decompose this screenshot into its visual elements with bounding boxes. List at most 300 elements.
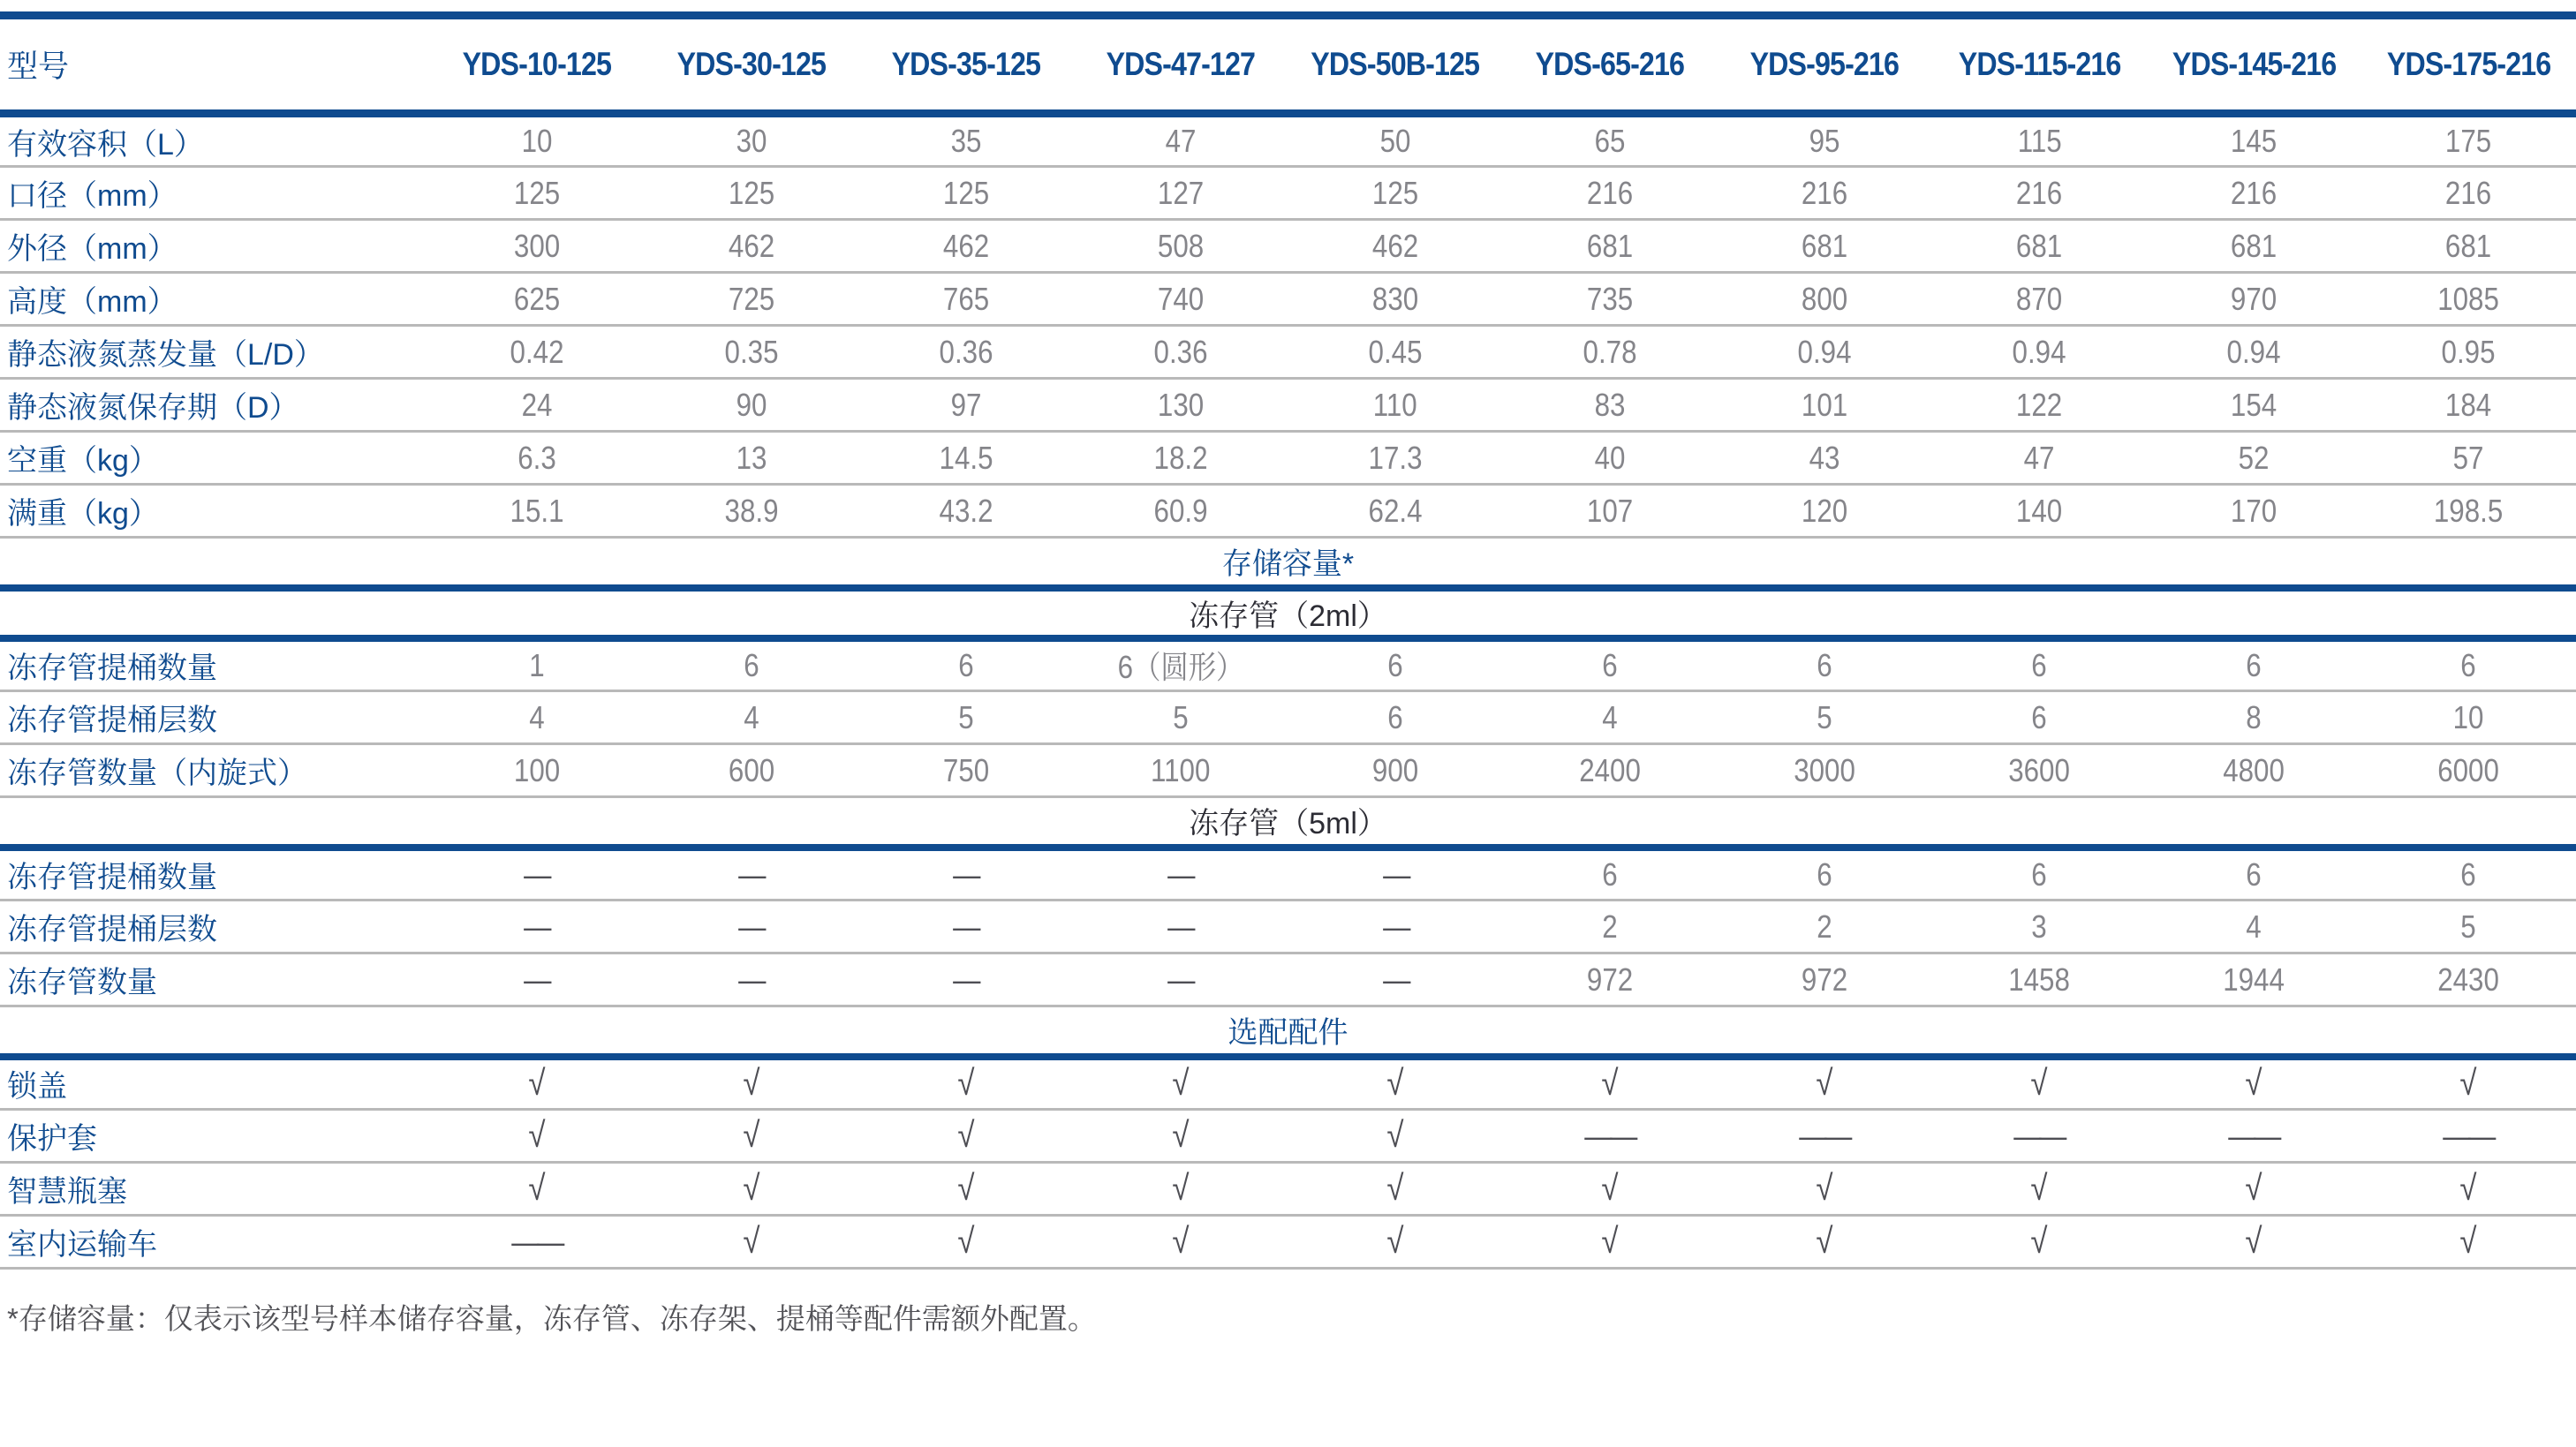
spec-value: 1100 (1151, 751, 1211, 788)
spec-value: 43.2 (939, 492, 993, 529)
not-available-dash: —— (2228, 1117, 2280, 1154)
table-row (0, 114, 2576, 167)
row-label: 冻存管提桶数量 (7, 861, 217, 895)
spec-cell (429, 114, 644, 167)
row-label: 智慧瓶塞 (7, 1175, 127, 1209)
table-row (0, 744, 2576, 797)
spec-cell (2147, 1163, 2361, 1216)
spec-cell (2147, 744, 2361, 797)
spec-cell (1288, 953, 1502, 1006)
check-mark: √ (2245, 1169, 2262, 1208)
spec-value: 870 (2016, 280, 2063, 317)
check-mark: √ (2030, 1222, 2048, 1261)
spec-cell (1288, 485, 1502, 538)
spec-value: 6 (1817, 646, 1832, 683)
spec-value: 145 (2231, 123, 2278, 159)
spec-value: 735 (1586, 280, 1634, 317)
spec-value: 972 (1802, 961, 1848, 998)
header-row (0, 16, 2576, 114)
spec-cell (2361, 691, 2576, 744)
spec-value: 800 (1802, 280, 1848, 317)
spec-cell (1288, 273, 1502, 326)
spec-value: 101 (1802, 386, 1848, 423)
spec-cell (2361, 1110, 2576, 1163)
model-header (1718, 16, 1932, 114)
check-mark: √ (2459, 1169, 2477, 1208)
table-row (0, 848, 2576, 901)
row-label: 空重（kg） (7, 444, 159, 478)
spec-cell (644, 220, 858, 273)
check-mark: √ (1386, 1064, 1404, 1104)
spec-value: 6 (2460, 855, 2477, 893)
spec-cell (858, 432, 1073, 485)
spec-value: 60.9 (1153, 492, 1208, 529)
spec-cell (1718, 744, 1932, 797)
model-header (644, 16, 858, 114)
table-row (0, 273, 2576, 326)
spec-value: 0.36 (1153, 333, 1208, 370)
spec-value: 5 (1173, 698, 1189, 735)
spec-value: 681 (2445, 227, 2492, 264)
spec-cell (1932, 432, 2147, 485)
spec-cell (1503, 1216, 1718, 1269)
check-mark: √ (743, 1116, 760, 1155)
spec-cell (644, 953, 858, 1006)
check-mark: √ (743, 1222, 760, 1261)
spec-cell (644, 379, 858, 432)
spec-cell (1503, 1163, 1718, 1216)
spec-value: 765 (942, 280, 989, 317)
model-name: YDS-30-125 (676, 46, 826, 82)
not-available-dash: — (738, 961, 765, 998)
not-available-dash: — (1382, 961, 1409, 998)
spec-cell (1718, 638, 1932, 691)
spec-value: 1 (528, 646, 545, 683)
model-header (2147, 16, 2361, 114)
model-header (429, 16, 644, 114)
spec-cell (2361, 744, 2576, 797)
not-available-dash: — (953, 961, 979, 998)
spec-value: 38.9 (724, 492, 779, 529)
spec-cell (1288, 1057, 1502, 1110)
spec-cell (2361, 1163, 2576, 1216)
spec-cell (1503, 638, 1718, 691)
spec-value: 170 (2231, 492, 2278, 529)
spec-cell (2361, 220, 2576, 273)
section-title-row (0, 588, 2576, 638)
spec-value: 3 (2031, 908, 2047, 945)
spec-cell (2361, 1216, 2576, 1269)
spec-value: 115 (2017, 123, 2062, 159)
spec-cell (1718, 1057, 1932, 1110)
spec-cell (1073, 1057, 1288, 1110)
section-title-row (0, 797, 2576, 848)
spec-cell (858, 220, 1073, 273)
spec-cell (1503, 114, 1718, 167)
model-name: YDS-115-216 (1958, 46, 2121, 82)
spec-cell (2361, 114, 2576, 167)
spec-value: 625 (513, 280, 560, 317)
spec-cell (1073, 326, 1288, 379)
check-mark: √ (957, 1222, 975, 1261)
spec-value: 1458 (2008, 961, 2071, 998)
spec-value: 2 (1602, 908, 1618, 945)
spec-value: 0.42 (510, 333, 564, 370)
spec-cell (1718, 432, 1932, 485)
check-mark: √ (528, 1169, 546, 1208)
spec-cell (1288, 114, 1502, 167)
spec-cell (644, 848, 858, 901)
spec-value: 6000 (2437, 751, 2500, 788)
model-name: YDS-35-125 (891, 46, 1041, 82)
spec-value: 6 (2460, 646, 2477, 683)
spec-cell (429, 1057, 644, 1110)
table-row (0, 432, 2576, 485)
row-label: 静态液氮保存期（D） (7, 391, 299, 425)
check-mark: √ (957, 1064, 975, 1104)
spec-cell (429, 1163, 644, 1216)
spec-cell (429, 379, 644, 432)
spec-value: 0.94 (2012, 333, 2066, 370)
not-available-dash: —— (510, 1223, 563, 1260)
spec-value: 57 (2453, 439, 2484, 476)
spec-value: 2 (1817, 908, 1832, 945)
spec-cell (2147, 114, 2361, 167)
spec-value: 900 (1371, 751, 1419, 788)
spec-cell (1288, 167, 1502, 220)
model-header (1288, 16, 1502, 114)
check-mark: √ (2459, 1222, 2477, 1261)
spec-cell (1073, 1216, 1288, 1269)
spec-cell (429, 273, 644, 326)
row-label: 冻存管数量 (7, 966, 157, 999)
spec-cell (858, 691, 1073, 744)
spec-cell (429, 848, 644, 901)
spec-cell (1932, 220, 2147, 273)
spec-cell (1503, 1057, 1718, 1110)
model-name: YDS-175-216 (2386, 46, 2551, 82)
spec-cell (858, 326, 1073, 379)
spec-cell (1718, 1110, 1932, 1163)
spec-cell (2361, 273, 2576, 326)
spec-value: 122 (2016, 386, 2063, 423)
spec-value: 24 (521, 386, 553, 423)
spec-cell (644, 638, 858, 691)
spec-value: 0.35 (724, 333, 779, 370)
spec-cell (2147, 1110, 2361, 1163)
spec-cell (1932, 273, 2147, 326)
check-mark: √ (743, 1169, 760, 1208)
spec-cell (1503, 1110, 1718, 1163)
table-row (0, 485, 2576, 538)
spec-cell (2361, 432, 2576, 485)
not-available-dash: — (524, 961, 550, 998)
spec-value: 970 (2231, 280, 2278, 317)
spec-value: 6 (2031, 698, 2047, 735)
model-header (858, 16, 1073, 114)
spec-value: 972 (1586, 961, 1634, 998)
check-mark: √ (1816, 1064, 1833, 1104)
spec-value: 8 (2246, 698, 2262, 735)
spec-cell (1932, 114, 2147, 167)
spec-cell (1718, 1216, 1932, 1269)
row-label: 冻存管提桶层数 (7, 913, 217, 946)
spec-cell (2361, 848, 2576, 901)
spec-cell (1288, 1216, 1502, 1269)
spec-value: 110 (1373, 386, 1417, 423)
spec-value: 6 (1387, 646, 1403, 683)
check-mark: √ (1172, 1064, 1190, 1104)
spec-cell (1932, 744, 2147, 797)
check-mark: √ (528, 1064, 546, 1104)
section-title: 冻存管（2ml） (1189, 599, 1387, 633)
spec-value: 50 (1379, 123, 1411, 159)
spec-cell (2147, 220, 2361, 273)
spec-cell (858, 1110, 1073, 1163)
spec-cell (429, 220, 644, 273)
spec-value: 6 (1387, 698, 1403, 735)
table-row (0, 901, 2576, 953)
spec-value: 97 (950, 386, 982, 423)
spec-value: 508 (1157, 227, 1205, 264)
spec-value: 125 (728, 174, 774, 211)
spec-value: 43 (1809, 439, 1840, 476)
spec-value: 0.94 (2226, 333, 2281, 370)
spec-cell (429, 901, 644, 953)
spec-cell (644, 1057, 858, 1110)
model-header (1073, 16, 1288, 114)
spec-cell (1718, 326, 1932, 379)
not-available-dash: — (524, 855, 550, 893)
spec-value: 216 (2016, 174, 2063, 211)
spec-cell (1932, 691, 2147, 744)
footnote: *存储容量：仅表示该型号样本储存容量，冻存管、冻存架、提桶等配件需额外配置。 (7, 1302, 1097, 1335)
spec-value: 4 (744, 698, 759, 735)
spec-cell (1073, 1110, 1288, 1163)
spec-value: 40 (1594, 439, 1626, 476)
spec-cell (429, 1216, 644, 1269)
spec-value: 4800 (2223, 751, 2285, 788)
not-available-dash: —— (1584, 1117, 1635, 1154)
spec-value: 125 (513, 174, 560, 211)
section-title: 存储容量* (1221, 547, 1355, 582)
row-label: 外径（mm） (7, 232, 178, 266)
spec-value: 4 (528, 698, 545, 735)
not-available-dash: —— (2443, 1117, 2495, 1154)
check-mark: √ (1816, 1222, 1833, 1261)
spec-cell (1932, 485, 2147, 538)
spec-cell (1932, 326, 2147, 379)
spec-cell (858, 953, 1073, 1006)
check-mark: √ (1172, 1116, 1190, 1155)
not-available-dash: — (1382, 855, 1409, 893)
spec-cell (1932, 1110, 2147, 1163)
model-header (2361, 16, 2576, 114)
spec-cell (1503, 953, 1718, 1006)
spec-cell (1073, 953, 1288, 1006)
spec-cell (858, 848, 1073, 901)
table-row (0, 1110, 2576, 1163)
spec-cell (2361, 485, 2576, 538)
spec-cell (2147, 379, 2361, 432)
spec-value: 6 (958, 646, 974, 683)
spec-cell (1073, 379, 1288, 432)
row-label: 室内运输车 (7, 1228, 157, 1262)
spec-cell (644, 1110, 858, 1163)
spec-value: 681 (2016, 227, 2063, 264)
check-mark: √ (1601, 1222, 1619, 1261)
row-label: 高度（mm） (7, 285, 178, 319)
table-row (0, 220, 2576, 273)
spec-cell (1503, 220, 1718, 273)
not-available-dash: — (953, 908, 979, 945)
spec-cell (1073, 114, 1288, 167)
spec-cell (1288, 1163, 1502, 1216)
section-title: 选配配件 (1228, 1016, 1348, 1051)
spec-cell (1718, 220, 1932, 273)
spec-cell (2361, 638, 2576, 691)
spec-cell (429, 1110, 644, 1163)
section-title-row (0, 1006, 2576, 1057)
spec-value: 6 (744, 646, 759, 683)
spec-cell (1073, 273, 1288, 326)
spec-value: 35 (950, 123, 982, 159)
spec-value: 0.45 (1368, 333, 1423, 370)
spec-cell (1503, 485, 1718, 538)
spec-cell (858, 1163, 1073, 1216)
spec-value: 52 (2238, 439, 2270, 476)
spec-table-body (0, 16, 2576, 1269)
spec-cell (1288, 848, 1502, 901)
not-available-dash: —— (1799, 1117, 1850, 1154)
spec-cell (429, 638, 644, 691)
table-row (0, 1057, 2576, 1110)
check-mark: √ (1386, 1169, 1404, 1208)
spec-value: 17.3 (1368, 439, 1423, 476)
spec-value: 13 (736, 439, 767, 476)
spec-cell (644, 744, 858, 797)
spec-cell (1932, 848, 2147, 901)
model-column-label: 型号 (7, 49, 70, 84)
check-mark: √ (1386, 1222, 1404, 1261)
spec-value: 600 (728, 751, 774, 788)
spec-value: 6 (1817, 855, 1832, 893)
spec-value: 725 (728, 280, 774, 317)
check-mark: √ (1172, 1222, 1190, 1261)
spec-cell (644, 114, 858, 167)
spec-cell (1718, 379, 1932, 432)
section-title-row (0, 538, 2576, 588)
row-label: 满重（kg） (7, 497, 159, 531)
model-name: YDS-10-125 (462, 46, 611, 82)
table-row (0, 638, 2576, 691)
spec-cell (1288, 379, 1502, 432)
spec-value: 6 (2031, 855, 2047, 893)
spec-cell (1073, 167, 1288, 220)
spec-value: 3600 (2008, 751, 2071, 788)
spec-value: 100 (513, 751, 560, 788)
spec-value: 30 (736, 123, 767, 159)
spec-cell (2361, 901, 2576, 953)
row-label: 保护套 (7, 1122, 97, 1156)
table-row (0, 1163, 2576, 1216)
spec-cell (2361, 1057, 2576, 1110)
spec-cell (1288, 326, 1502, 379)
spec-value: 10 (521, 123, 553, 159)
spec-cell (644, 691, 858, 744)
spec-value: 1085 (2437, 280, 2500, 317)
spec-value: 6 (2246, 855, 2262, 893)
check-mark: √ (2459, 1064, 2477, 1104)
row-label: 静态液氮蒸发量（L/D） (7, 338, 324, 372)
spec-cell (858, 744, 1073, 797)
check-mark: √ (1816, 1169, 1833, 1208)
spec-cell (1073, 485, 1288, 538)
table-row (0, 691, 2576, 744)
spec-value: 65 (1594, 123, 1626, 159)
spec-cell (858, 485, 1073, 538)
spec-cell (1718, 848, 1932, 901)
table-row (0, 1216, 2576, 1269)
spec-cell (1503, 432, 1718, 485)
spec-cell (1503, 167, 1718, 220)
spec-value: 10 (2453, 698, 2484, 735)
spec-cell (858, 379, 1073, 432)
not-available-dash: — (738, 908, 765, 945)
spec-cell (1073, 691, 1288, 744)
spec-cell (1718, 901, 1932, 953)
not-available-dash: — (738, 855, 765, 893)
spec-cell (2147, 326, 2361, 379)
row-label: 锁盖 (7, 1070, 67, 1104)
spec-cell (2147, 273, 2361, 326)
spec-cell (1288, 638, 1502, 691)
spec-cell (429, 326, 644, 379)
spec-cell (1073, 901, 1288, 953)
spec-value: 4 (2246, 908, 2262, 945)
spec-cell (1932, 1057, 2147, 1110)
spec-value: 184 (2445, 386, 2492, 423)
spec-cell (2147, 638, 2361, 691)
spec-cell (1932, 379, 2147, 432)
table-row (0, 326, 2576, 379)
not-available-dash: — (1167, 961, 1194, 998)
spec-value: 681 (1802, 227, 1848, 264)
table-row (0, 379, 2576, 432)
spec-cell (644, 167, 858, 220)
spec-value: 154 (2231, 386, 2278, 423)
spec-cell (1288, 1110, 1502, 1163)
spec-cell (858, 901, 1073, 953)
spec-cell (2147, 1057, 2361, 1110)
spec-value: 5 (958, 698, 974, 735)
table-row (0, 953, 2576, 1006)
spec-cell (1718, 114, 1932, 167)
spec-cell (1503, 901, 1718, 953)
spec-value: 6 (1602, 646, 1618, 683)
model-name: YDS-145-216 (2172, 46, 2337, 82)
spec-value: 5 (1817, 698, 1832, 735)
spec-cell (1503, 691, 1718, 744)
spec-cell (644, 1163, 858, 1216)
spec-table (0, 11, 2576, 1270)
spec-cell (2147, 848, 2361, 901)
spec-cell (858, 638, 1073, 691)
spec-cell (644, 432, 858, 485)
check-mark: √ (1601, 1169, 1619, 1208)
spec-cell (2147, 485, 2361, 538)
model-header (1932, 16, 2147, 114)
